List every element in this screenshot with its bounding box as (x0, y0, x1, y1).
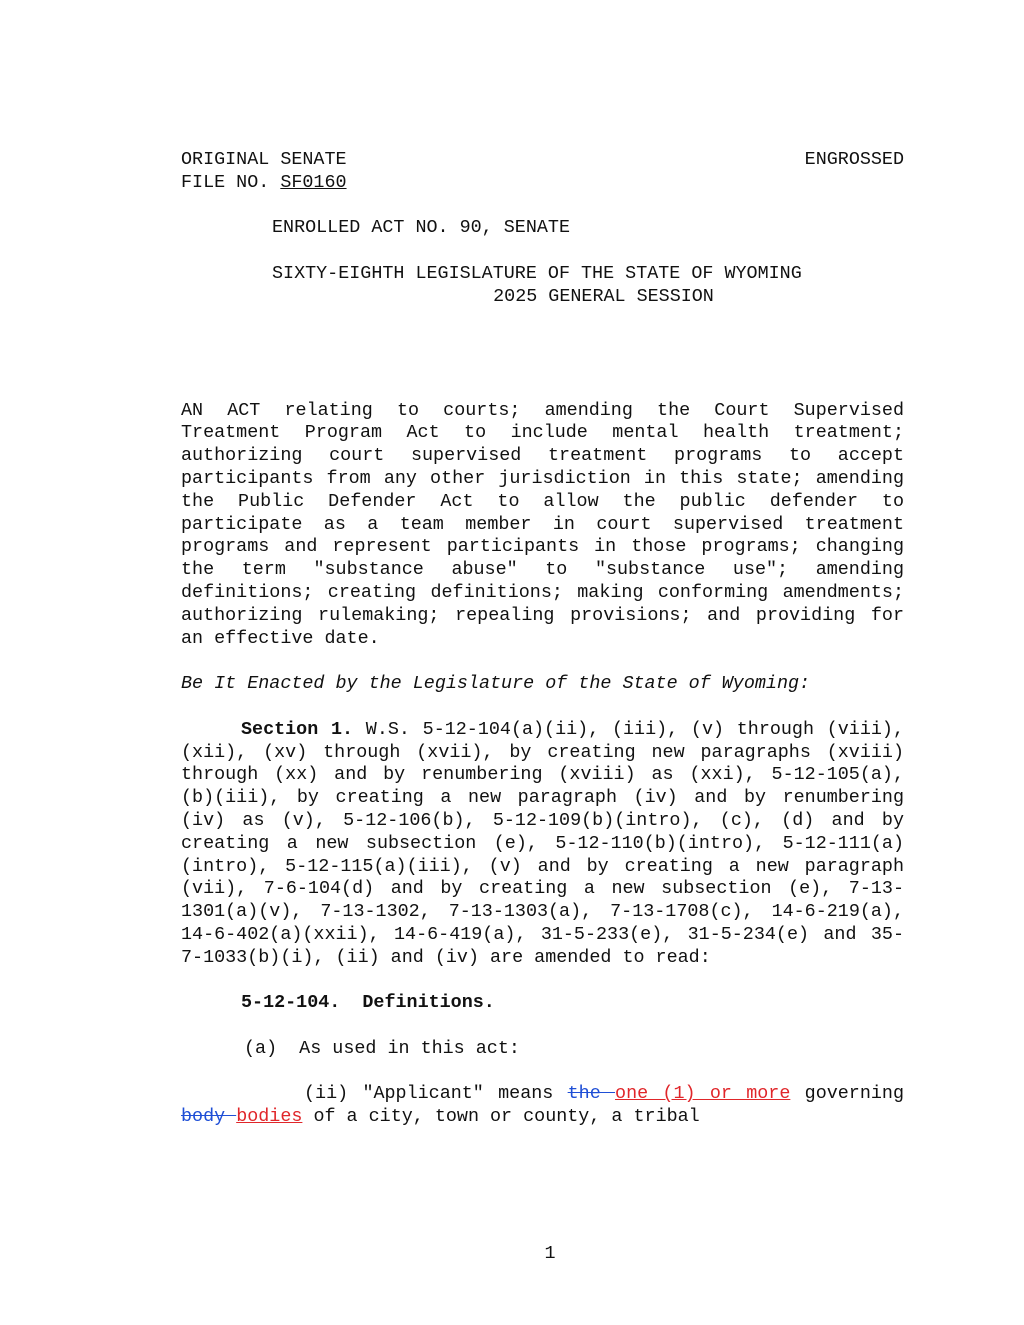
file-number-label: FILE NO. (181, 171, 281, 193)
section-1-paragraph (181, 719, 904, 970)
deleted-text-body: body (181, 1106, 237, 1128)
para-ii-lead: (ii) "Applicant" means (304, 1083, 568, 1105)
section-1-body: W.S. 5-12-104(a)(ii), (iii), (v) through (viii), (xii), (xv) through (xvii), by creating new paragraphs (xviii) through (xx) and by renumbering (xviii) as (xxi), 5-12-105(a), (b)(iii), by creating a new paragraph (iv) and by renumbering (iv) as (v), 5-12-106(b), 5-12-109(b)(intro), (c), (d) and by creating a new subsection (e), 5-12-110(b)(intro), 5-12-111(a)(intro), 5-12-115(a)(iii), (v) and by creating a new paragraph (vii), 7-6-104(d) and by creating a new subsection (e), 7-13-1301(a)(v), 7-13-1302, 7-13-1303(a), 7-13-1708(c), 14-6-219(a), 14-6-402(a)(xxii), 14-6-419(a), 31-5-233(e), 31-5-234(e) and 35-7-1033(b)(i), (ii) and (iv) are amended to read: (181, 718, 904, 968)
inserted-text-bodies: bodies (236, 1106, 303, 1128)
section-1-heading: Section 1. (241, 718, 354, 740)
file-number-line (181, 172, 904, 195)
legislature-title: SIXTY-EIGHTH LEGISLATURE OF THE STATE OF WYOMING (272, 262, 802, 284)
header-row (181, 149, 904, 172)
deleted-text-the: the (567, 1083, 616, 1105)
page-number: 1 (544, 1243, 556, 1264)
engrossed-label: ENGROSSED (804, 149, 904, 170)
act-description: AN ACT relating to courts; amending the Court Supervised Treatment Program Act to include mental health treatment; authorizing court supervised treatment programs to accept participants from any other jurisdiction in this state; amending the Public Defender Act to allow the public defender to participate as a team member in court supervised treatment programs and represent participants in those programs; changing the term "substance abuse" to "substance use"; amending definitions; creating definitions; making conforming amendments; authorizing rulemaking; repealing provisions; and providing for an effective date. (181, 399, 904, 649)
paragraph-ii (181, 1083, 904, 1129)
file-number: SF0160 (280, 171, 347, 193)
enacting-clause: Be It Enacted by the Legislature of the State of Wyoming: (181, 673, 811, 695)
original-senate-label: ORIGINAL SENATE (181, 149, 347, 170)
document-body (181, 149, 904, 1129)
para-ii-tail: of a city, town or county, a tribal (302, 1106, 700, 1128)
enrolled-act-title: ENROLLED ACT NO. 90, SENATE (272, 217, 570, 239)
session-title: 2025 GENERAL SESSION (493, 285, 714, 307)
subsection-a: (a) As used in this act: (244, 1037, 520, 1059)
inserted-text-one-or-more: one (1) or more (615, 1083, 791, 1105)
statute-heading: 5-12-104. Definitions. (241, 992, 495, 1014)
para-ii-mid: governing (790, 1083, 904, 1105)
